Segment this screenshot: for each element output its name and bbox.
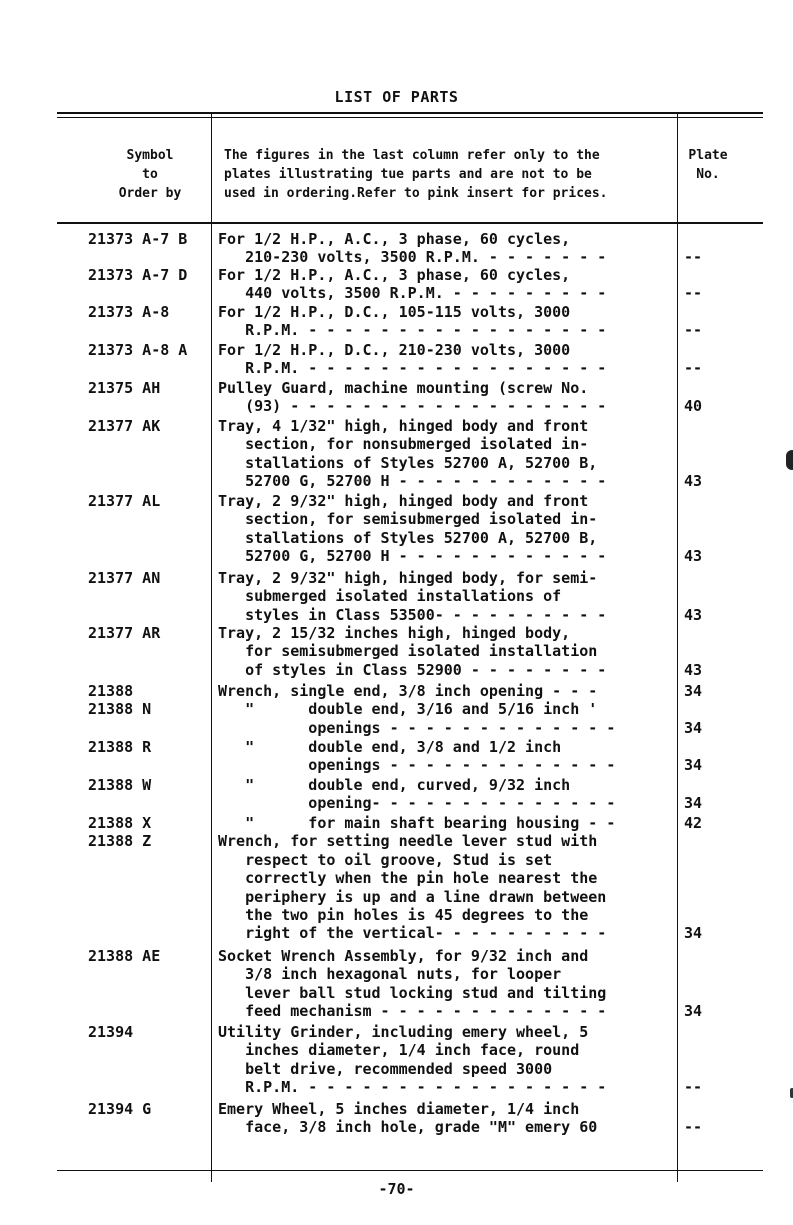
row-description: Tray, 4 1/32" high, hinged body and front section, for nonsubmerged isolated in- stallations of Styles 52700 A, 52700 B, 52700 G, 52700 H - - - - - - - - - - - - xyxy=(218,417,607,491)
row-description: Utility Grinder, including emery wheel, 5 inches diameter, 1/4 inch face, round belt drive, recommended speed 3000 R.P.M. - - - - - - - - - - - - - - - - - xyxy=(218,1023,607,1097)
row-plate: 34 xyxy=(684,794,703,813)
row-description: Socket Wrench Assembly, for 9/32 inch and 3/8 inch hexagonal nuts, for looper lever ball stud locking stud and tilting feed mechanism - - - - - - - - - - - - - xyxy=(218,947,607,1021)
row-description: " double end, curved, 9/32 inch opening- - - - - - - - - - - - - - xyxy=(245,776,616,813)
row-symbol: 21394 G xyxy=(88,1100,152,1118)
row-symbol: 21377 AN xyxy=(88,569,161,587)
row-description: Tray, 2 9/32" high, hinged body and front section, for semisubmerged isolated in- stallations of Styles 52700 A, 52700 B, 52700 G, 52700 H - - - - - - - - - - - - xyxy=(218,492,607,566)
row-plate: 40 xyxy=(684,397,703,416)
row-symbol: 21388 X 21388 Z xyxy=(88,814,152,851)
top-rule-thin xyxy=(57,117,763,118)
row-symbol: 21394 xyxy=(88,1023,134,1041)
row-plate: 34 xyxy=(684,1002,703,1021)
row-plate: -- xyxy=(684,359,703,378)
row-symbol: 21388 AE xyxy=(88,947,161,965)
header-description: The figures in the last column refer only to the plates illustrating tue parts and are not to be used in ordering.Refer to pink insert for prices. xyxy=(224,148,608,201)
column-divider-left xyxy=(211,114,212,1182)
row-symbol: 21373 A-8 xyxy=(88,303,170,321)
row-symbol: 21375 AH xyxy=(88,379,161,397)
row-symbol: 21388 R xyxy=(88,738,152,756)
page-number: -70- xyxy=(378,1180,415,1198)
row-plate: 34 xyxy=(684,756,703,775)
row-description: " double end, 3/8 and 1/2 inch openings - - - - - - - - - - - - - xyxy=(245,738,616,775)
row-plate: -- xyxy=(684,321,703,340)
page-title: LIST OF PARTS xyxy=(334,88,459,106)
bottom-rule xyxy=(57,1170,763,1171)
row-plate: 43 xyxy=(684,547,703,566)
header-symbol: Symbol to Order by xyxy=(118,148,182,201)
row-description: For 1/2 H.P., D.C., 105-115 volts, 3000 R.P.M. - - - - - - - - - - - - - - - - - xyxy=(218,303,607,340)
row-plate: 42 34 xyxy=(684,814,703,943)
row-description: " for main shaft bearing housing - - Wrench, for setting needle lever stud with respect to oil groove, Stud is set correctly when the pin hole nearest the periphery is up and a line drawn between the two pin holes is 45 degrees to the right of the vertical- - - - - - - - - - xyxy=(218,814,616,943)
row-symbol: 21377 AL xyxy=(88,492,161,510)
row-plate: 43 xyxy=(684,605,703,624)
binding-mark xyxy=(786,450,793,470)
row-symbol: 21373 A-7 D xyxy=(88,266,188,284)
row-plate: -- xyxy=(684,248,703,267)
row-symbol: 21388 W xyxy=(88,776,152,794)
row-description: For 1/2 H.P., A.C., 3 phase, 60 cycles, 440 volts, 3500 R.P.M. - - - - - - - - - xyxy=(218,266,607,303)
row-description: Wrench, single end, 3/8 inch opening - - - " double end, 3/16 and 5/16 inch ' openings - - - - - - - - - - - - - xyxy=(218,682,616,737)
row-symbol: 21373 A-8 A xyxy=(88,341,188,359)
row-symbol: 21373 A-7 B xyxy=(88,230,188,248)
row-description: Tray, 2 9/32" high, hinged body, for semi- submerged isolated installations of styles in Class 53500- - - - - - - - - - xyxy=(218,569,607,624)
row-plate: -- xyxy=(684,284,703,303)
row-description: For 1/2 H.P., A.C., 3 phase, 60 cycles, 210-230 volts, 3500 R.P.M. - - - - - - - xyxy=(218,230,607,267)
header-plate: Plate No. xyxy=(688,148,728,182)
row-plate: 43 xyxy=(684,472,703,491)
row-plate: -- xyxy=(684,1118,703,1137)
row-plate: -- xyxy=(684,1078,703,1097)
row-description: Pulley Guard, machine mounting (screw No. (93) - - - - - - - - - - - - - - - - - - xyxy=(218,379,607,416)
row-description: Tray, 2 15/32 inches high, hinged body, for semisubmerged isolated installation of styles in Class 52900 - - - - - - - - xyxy=(218,624,607,679)
row-plate: 43 xyxy=(684,660,703,679)
row-plate: 34 34 xyxy=(684,682,703,737)
row-description: Emery Wheel, 5 inches diameter, 1/4 inch face, 3/8 inch hole, grade "M" emery 60 xyxy=(218,1100,598,1137)
row-symbol: 21388 21388 N xyxy=(88,682,152,719)
row-symbol: 21377 AR xyxy=(88,624,161,642)
row-symbol: 21377 AK xyxy=(88,417,161,435)
top-rule-thick xyxy=(57,112,763,114)
header-bottom-rule xyxy=(57,222,763,224)
row-description: For 1/2 H.P., D.C., 210-230 volts, 3000 R.P.M. - - - - - - - - - - - - - - - - - xyxy=(218,341,607,378)
